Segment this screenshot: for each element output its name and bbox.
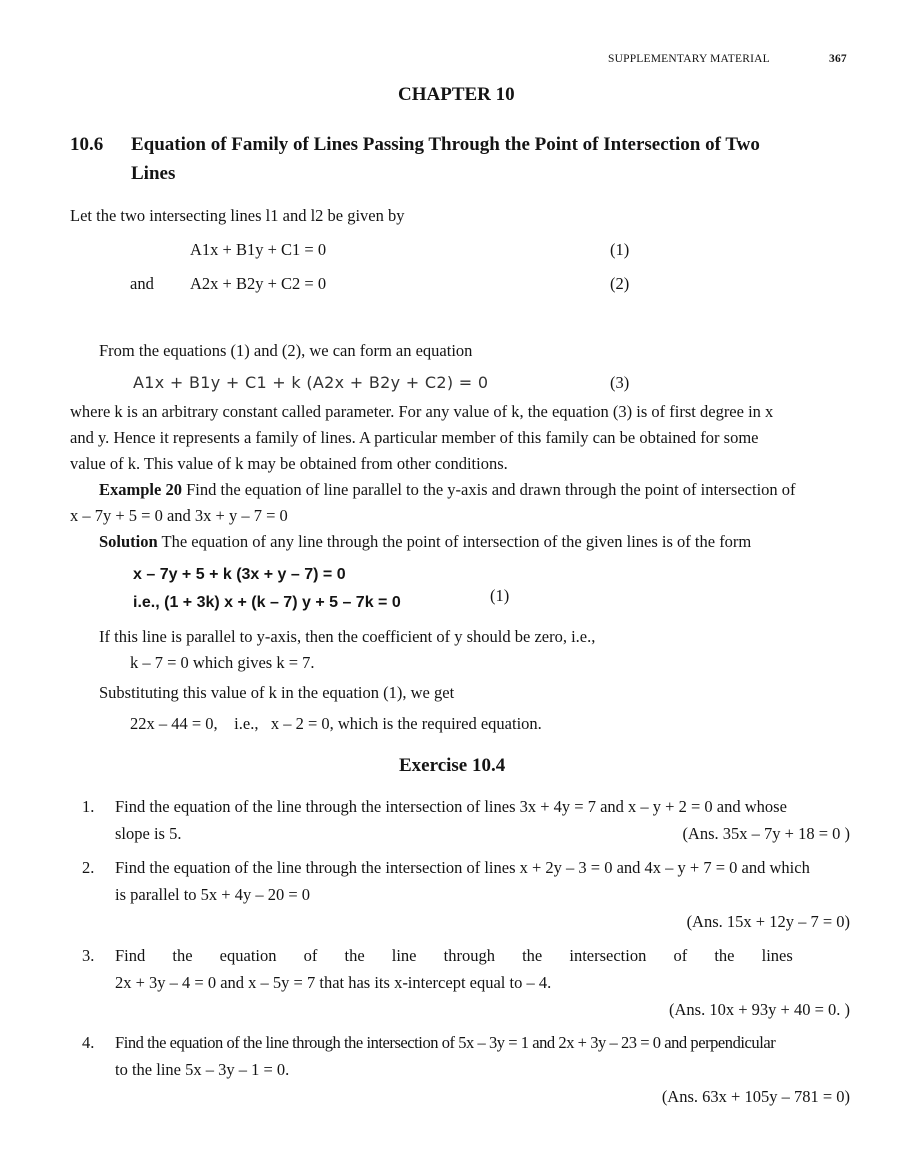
exercise-item-3-number: 3.	[82, 946, 95, 965]
family-lead: From the equations (1) and (2), we can form an equation	[99, 341, 473, 360]
exercise-title: Exercise 10.4	[399, 755, 506, 776]
exercise-item-2-answer: (Ans. 15x + 12y – 7 = 0)	[686, 912, 850, 931]
exercise-item-4-line1: Find the equation of the line through the intersection of 5x – 3y = 1 and 2x + 3y – 23 = 0 and perpendicular	[115, 1033, 776, 1052]
exercise-item-3-line1: Find the equation of the line through the intersection of the lines	[115, 946, 793, 965]
intro-text: Let the two intersecting lines l1 and l2 be given by	[70, 206, 405, 225]
solution-k-value: k – 7 = 0 which gives k = 7.	[130, 653, 315, 672]
exercise-item-4-answer: (Ans. 63x + 105y – 781 = 0)	[661, 1087, 850, 1106]
section-title-line1: Equation of Family of Lines Passing Through the Point of Intersection of Two	[131, 134, 760, 155]
exercise-item-4-number: 4.	[82, 1033, 95, 1052]
exercise-item-1-answer: (Ans. 35x – 7y + 18 = 0 )	[682, 824, 850, 843]
solution-equation-label: (1)	[490, 586, 510, 605]
solution-substitute: Substituting this value of k in the equation (1), we get	[99, 683, 455, 702]
example-text: Find the equation of line parallel to the y-axis and drawn through the point of intersection of	[186, 480, 796, 499]
running-header-title: SUPPLEMENTARY MATERIAL	[608, 53, 770, 65]
exercise-item-3-line2: 2x + 3y – 4 = 0 and x – 5y = 7 that has its x-intercept equal to – 4.	[115, 973, 552, 992]
section-title-line2: Lines	[131, 163, 176, 184]
solution-label: Solution	[99, 532, 158, 551]
exercise-item-1-number: 1.	[82, 797, 95, 816]
equation-3-label: (3)	[610, 373, 630, 392]
exercise-item-2-line1: Find the equation of the line through the intersection of lines x + 2y – 3 = 0 and 4x – y + 7 = 0 and which	[115, 858, 810, 877]
example-line2: x – 7y + 5 = 0 and 3x + y – 7 = 0	[70, 506, 288, 525]
solution-result: 22x – 44 = 0, i.e., x – 2 = 0, which is the required equation.	[130, 714, 542, 733]
solution-equation-a: x – 7y + 5 + k (3x + y – 7) = 0	[133, 566, 346, 583]
page-number: 367	[829, 53, 847, 65]
exercise-item-2-number: 2.	[82, 858, 95, 877]
equation-3: A1x + B1y + C1 + k (A2x + B2y + C2) = 0	[133, 373, 489, 392]
example-line1	[99, 480, 796, 500]
solution-parallel: If this line is parallel to y-axis, then the coefficient of y should be zero, i.e.,	[99, 627, 596, 646]
solution-text: The equation of any line through the point of intersection of the given lines is of the form	[161, 532, 752, 551]
exercise-item-1-line1: Find the equation of the line through the intersection of lines 3x + 4y = 7 and x – y + 2 = 0 and whose	[115, 797, 787, 816]
and-label: and	[130, 274, 154, 293]
solution-equation-b: i.e., (1 + 3k) x + (k – 7) y + 5 – 7k = 0	[133, 594, 401, 611]
family-line2: and y. Hence it represents a family of lines. A particular member of this family can be obtained for some	[70, 428, 759, 447]
equation-1: A1x + B1y + C1 = 0	[190, 240, 327, 259]
exercise-item-1-line2: slope is 5.	[115, 824, 182, 843]
family-line3: value of k. This value of k may be obtained from other conditions.	[70, 454, 508, 473]
chapter-title: CHAPTER 10	[398, 84, 515, 105]
equation-2: A2x + B2y + C2 = 0	[190, 274, 327, 293]
equation-2-label: (2)	[610, 274, 630, 293]
solution-line	[99, 532, 751, 552]
exercise-item-3-answer: (Ans. 10x + 93y + 40 = 0. )	[669, 1000, 850, 1019]
section-number: 10.6	[70, 134, 104, 155]
exercise-item-2-line2: is parallel to 5x + 4y – 20 = 0	[115, 885, 311, 904]
example-label: Example 20	[99, 480, 182, 499]
equation-1-label: (1)	[610, 240, 630, 259]
family-line1: where k is an arbitrary constant called parameter. For any value of k, the equation (3) is of first degree in x	[70, 402, 774, 421]
exercise-item-4-line2: to the line 5x – 3y – 1 = 0.	[115, 1060, 290, 1079]
